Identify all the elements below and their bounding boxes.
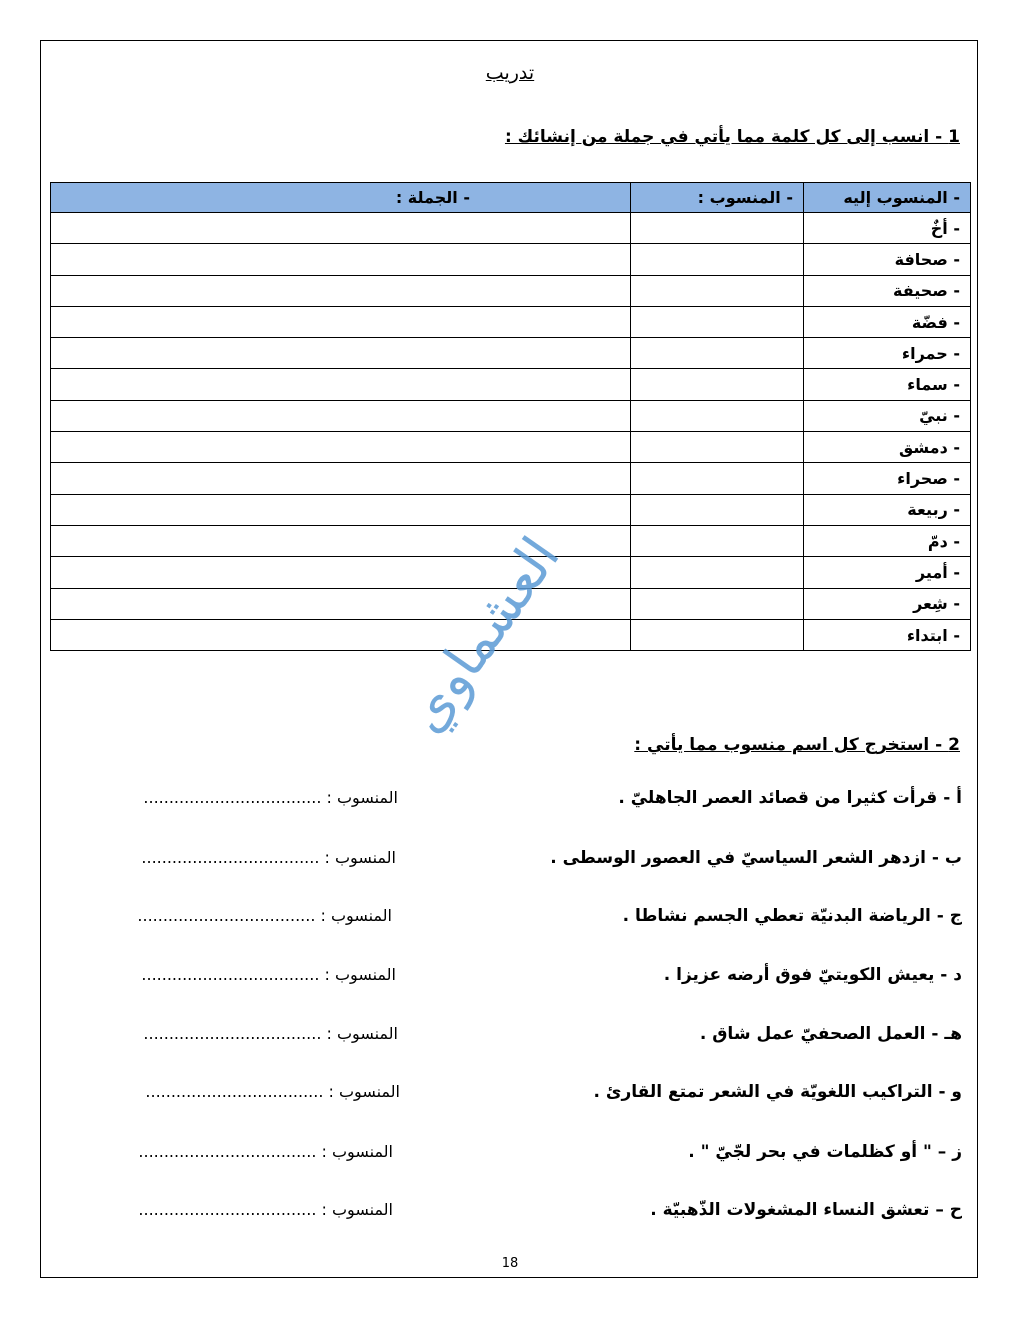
answer-dots[interactable]: ................................... xyxy=(138,1142,317,1161)
answer-label: المنسوب : xyxy=(324,848,396,867)
sentence-answer-cell[interactable] xyxy=(51,275,631,306)
word-cell: - حمراء xyxy=(804,338,971,369)
answer-dots[interactable]: ................................... xyxy=(137,906,316,925)
mansub-answer-cell[interactable] xyxy=(631,463,804,494)
sentence-answer-cell[interactable] xyxy=(51,338,631,369)
exercise-sentence: د - يعيش الكويتيّ فوق أرضه عزيزا . xyxy=(663,965,962,985)
answer-label: المنسوب : xyxy=(321,1142,393,1161)
page-number: 18 xyxy=(501,1256,519,1271)
question-2-heading: 2 - استخرج كل اسم منسوب مما يأتي : xyxy=(634,735,960,755)
word-cell: - صحيفة xyxy=(804,275,971,306)
sentence-answer-cell[interactable] xyxy=(51,213,631,244)
answer-label: المنسوب : xyxy=(326,788,398,807)
answer-dots[interactable]: ................................... xyxy=(141,965,320,984)
word-cell: - دمشق xyxy=(804,432,971,463)
mansub-answer-cell[interactable] xyxy=(631,432,804,463)
mansub-answer-cell[interactable] xyxy=(631,619,804,650)
mansub-answer-cell[interactable] xyxy=(631,244,804,275)
answer-blank[interactable] xyxy=(141,965,396,984)
sentence-answer-cell[interactable] xyxy=(51,244,631,275)
watermark: العشماوي xyxy=(392,525,572,744)
answer-label: المنسوب : xyxy=(324,965,396,984)
word-cell: - صحافة xyxy=(804,244,971,275)
word-cell: - أمير xyxy=(804,557,971,588)
exercise-sentence: أ - قرأت كثيرا من قصائد العصر الجاهليّ . xyxy=(618,788,962,808)
answer-label: المنسوب : xyxy=(321,1200,393,1219)
mansub-answer-cell[interactable] xyxy=(631,525,804,556)
exercise-sentence: ب - ازدهر الشعر السياسيّ في العصور الوسطى . xyxy=(550,848,962,868)
page-title: تدريب xyxy=(485,62,535,84)
word-cell: - صحراء xyxy=(804,463,971,494)
table-row xyxy=(51,432,971,463)
answer-blank[interactable] xyxy=(143,1024,398,1043)
answer-label: المنسوب : xyxy=(326,1024,398,1043)
sentence-answer-cell[interactable] xyxy=(51,463,631,494)
exercise-item xyxy=(0,1142,1020,1174)
word-cell: - شِعر xyxy=(804,588,971,619)
word-cell: - ابتداء xyxy=(804,619,971,650)
word-cell: - فضّة xyxy=(804,306,971,337)
table-row xyxy=(51,275,971,306)
exercise-item xyxy=(0,788,1020,820)
table-row xyxy=(51,463,971,494)
table-row xyxy=(51,400,971,431)
sentence-answer-cell[interactable] xyxy=(51,306,631,337)
exercise-sentence: ح – تعشق النساء المشغولات الذّهبيّة . xyxy=(650,1200,962,1220)
exercise-item xyxy=(0,1024,1020,1056)
answer-dots[interactable]: ................................... xyxy=(145,1082,324,1101)
sentence-answer-cell[interactable] xyxy=(51,432,631,463)
exercise-item xyxy=(0,1082,1020,1114)
word-cell: - أخٌ xyxy=(804,213,971,244)
table-row xyxy=(51,338,971,369)
table-row xyxy=(51,213,971,244)
table-row xyxy=(51,306,971,337)
header-mansub: - المنسوب : xyxy=(631,183,804,213)
answer-blank[interactable] xyxy=(138,1142,393,1161)
word-cell: - دمّ xyxy=(804,525,971,556)
exercise-item xyxy=(0,906,1020,938)
answer-dots[interactable]: ................................... xyxy=(138,1200,317,1219)
table-row xyxy=(51,369,971,400)
header-mansub-ilayh: - المنسوب إليه xyxy=(804,183,971,213)
mansub-answer-cell[interactable] xyxy=(631,494,804,525)
answer-blank[interactable] xyxy=(137,906,392,925)
word-cell: - نبيّ xyxy=(804,400,971,431)
question-1-heading: 1 - انسب إلى كل كلمة مما يأتي في جملة من إنشائك : xyxy=(504,127,960,147)
answer-blank[interactable] xyxy=(143,788,398,807)
header-sentence: - الجملة : xyxy=(51,183,631,213)
word-cell: - ربيعة xyxy=(804,494,971,525)
mansub-answer-cell[interactable] xyxy=(631,588,804,619)
mansub-answer-cell[interactable] xyxy=(631,213,804,244)
table-row xyxy=(51,494,971,525)
exercise-item xyxy=(0,1200,1020,1232)
mansub-answer-cell[interactable] xyxy=(631,275,804,306)
answer-blank[interactable] xyxy=(138,1200,393,1219)
sentence-answer-cell[interactable] xyxy=(51,369,631,400)
table-header-row xyxy=(51,183,971,213)
answer-dots[interactable]: ................................... xyxy=(141,848,320,867)
word-cell: - سماء xyxy=(804,369,971,400)
mansub-answer-cell[interactable] xyxy=(631,338,804,369)
exercise-sentence: ج - الرياضة البدنيّة تعطي الجسم نشاطا . xyxy=(622,906,962,926)
answer-label: المنسوب : xyxy=(328,1082,400,1101)
mansub-answer-cell[interactable] xyxy=(631,369,804,400)
answer-blank[interactable] xyxy=(141,848,396,867)
mansub-answer-cell[interactable] xyxy=(631,306,804,337)
exercise-sentence: ز – " أو كظلمات في بحر لجّيّ " . xyxy=(688,1142,962,1162)
mansub-answer-cell[interactable] xyxy=(631,400,804,431)
exercise-item xyxy=(0,848,1020,880)
sentence-answer-cell[interactable] xyxy=(51,400,631,431)
answer-blank[interactable] xyxy=(145,1082,400,1101)
exercise-sentence: هـ - العمل الصحفيّ عمل شاق . xyxy=(699,1024,962,1044)
mansub-answer-cell[interactable] xyxy=(631,557,804,588)
sentence-answer-cell[interactable] xyxy=(51,494,631,525)
answer-dots[interactable]: ................................... xyxy=(143,788,322,807)
exercise-item xyxy=(0,965,1020,997)
answer-label: المنسوب : xyxy=(320,906,392,925)
answer-dots[interactable]: ................................... xyxy=(143,1024,322,1043)
exercise-sentence: و - التراكيب اللغويّة في الشعر تمتع القارئ . xyxy=(593,1082,962,1102)
table-row xyxy=(51,244,971,275)
